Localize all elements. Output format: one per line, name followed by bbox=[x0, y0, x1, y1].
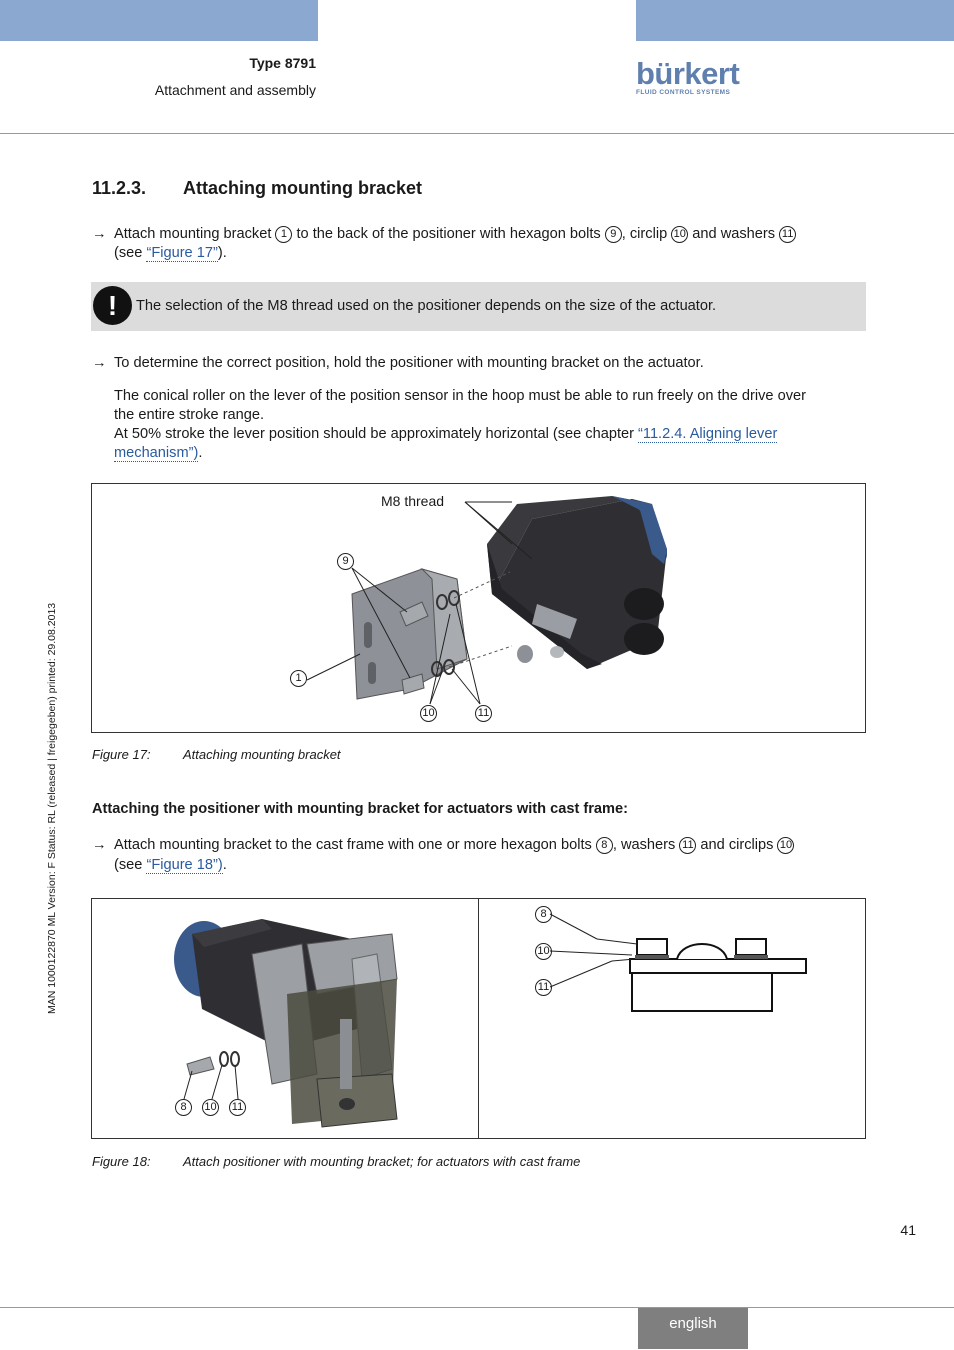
fig17-callout-9: 9 bbox=[337, 553, 354, 570]
step1-text-b: to the back of the positioner with hexagon bolts bbox=[292, 226, 605, 242]
header-rule bbox=[0, 133, 954, 134]
fig18-right-callout-10: 10 bbox=[535, 943, 552, 960]
arrow-icon: → bbox=[92, 355, 107, 371]
logo-wordmark: bürkert bbox=[636, 56, 740, 91]
link-chapter-11-2-4[interactable]: “11.2.4. Aligning lever bbox=[638, 426, 778, 442]
step1-see-post: ). bbox=[217, 245, 227, 261]
step1-text-d: and washers bbox=[688, 226, 780, 242]
fig17-callout-11: 11 bbox=[475, 705, 492, 722]
step1-text-c: , circlip bbox=[621, 226, 672, 242]
fig18-left-callout-10: 10 bbox=[202, 1099, 219, 1116]
note-text: The selection of the M8 thread used on the positioner depends on the size of the actuator. bbox=[136, 298, 717, 314]
callout-10: 10 bbox=[671, 226, 688, 243]
figure-18-divider bbox=[478, 899, 479, 1138]
fig18-right-callout-8: 8 bbox=[535, 906, 552, 923]
step1-text-a: Attach mounting bracket bbox=[114, 226, 276, 242]
document-subtitle: Attachment and assembly bbox=[154, 82, 316, 98]
hexagon-bolt-right bbox=[736, 939, 766, 955]
label-m8-thread: M8 thread bbox=[381, 493, 445, 509]
step1-line1 bbox=[92, 225, 796, 244]
figure-17-drawing bbox=[92, 484, 865, 732]
figure-18-caption-number: Figure 18: bbox=[92, 1154, 151, 1169]
page-number: 41 bbox=[900, 1222, 916, 1238]
step2-line bbox=[92, 354, 704, 373]
step3-see-post: . bbox=[222, 857, 227, 873]
fig17-callout-10: 10 bbox=[420, 705, 437, 722]
step1-see-pre: (see bbox=[114, 245, 147, 261]
step2-para-line2: the entire stroke range. bbox=[114, 407, 265, 423]
callout-9: 9 bbox=[605, 226, 622, 243]
fig18-left-callout-8: 8 bbox=[175, 1099, 192, 1116]
bracket-plate bbox=[630, 959, 806, 973]
figure-18-frame bbox=[91, 898, 866, 1139]
arrow-icon: → bbox=[92, 226, 107, 242]
cable-gland-2 bbox=[624, 623, 664, 655]
document-side-info: MAN 1000122870 ML Version: F Status: RL (released | freigegeben) printed: 29.08.2013 bbox=[46, 602, 58, 1014]
link-chapter-11-2-4-cont[interactable]: mechanism”) bbox=[114, 445, 199, 461]
brand-logo bbox=[636, 58, 739, 97]
link-figure-17[interactable]: “Figure 17” bbox=[146, 245, 218, 261]
figure-17-caption-number: Figure 17: bbox=[92, 747, 151, 762]
cable-gland-1 bbox=[624, 588, 664, 620]
step2-para-line1: The conical roller on the lever of the position sensor in the hoop must be able to run freely on the drive over bbox=[114, 388, 806, 404]
step3-line2 bbox=[114, 856, 227, 875]
step3-see-pre: (see bbox=[114, 857, 147, 873]
section-heading bbox=[92, 178, 422, 199]
step2-para-line3 bbox=[114, 425, 777, 444]
document-type: Type 8791 bbox=[249, 55, 316, 71]
header-band-right bbox=[636, 0, 954, 41]
cast-frame-subheading: Attaching the positioner with mounting bracket for actuators with cast frame: bbox=[92, 801, 628, 817]
step3-text-a: Attach mounting bracket to the cast frame with one or more hexagon bolts bbox=[114, 837, 596, 853]
logo-tagline: FLUID CONTROL SYSTEMS bbox=[636, 89, 731, 96]
step2-para-line4 bbox=[114, 444, 202, 463]
step2-line3-text: At 50% stroke the lever position should be approximately horizontal (see chapter bbox=[114, 426, 639, 442]
footer-rule bbox=[0, 1307, 954, 1308]
callout-11: 11 bbox=[779, 226, 796, 243]
callout-11: 11 bbox=[679, 837, 696, 854]
warning-icon: ! bbox=[93, 286, 132, 325]
section-title: Attaching mounting bracket bbox=[183, 178, 423, 198]
callout-1: 1 bbox=[275, 226, 292, 243]
arrow-icon: → bbox=[92, 837, 107, 853]
fig17-callout-1: 1 bbox=[290, 670, 307, 687]
callout-8: 8 bbox=[596, 837, 613, 854]
callout-10: 10 bbox=[777, 837, 794, 854]
step3-text-c: and circlips bbox=[696, 837, 778, 853]
figure-17-frame bbox=[91, 483, 866, 733]
fig18-left-callout-11: 11 bbox=[229, 1099, 246, 1116]
step1-line2 bbox=[114, 244, 227, 263]
section-number: 11.2.3. bbox=[92, 178, 147, 198]
step3-line1 bbox=[92, 836, 794, 855]
hexagon-bolt-left bbox=[637, 939, 667, 955]
figure-18-caption-text: Attach positioner with mounting bracket; for actuators with cast frame bbox=[183, 1154, 581, 1169]
header-band-left bbox=[0, 0, 318, 41]
cast-frame-section bbox=[632, 969, 772, 1011]
step2-text: To determine the correct position, hold the positioner with mounting bracket on the actuator. bbox=[114, 355, 704, 371]
fig18-right-callout-11: 11 bbox=[535, 979, 552, 996]
link-figure-18[interactable]: “Figure 18”) bbox=[146, 857, 223, 873]
step2-line4-post: . bbox=[198, 445, 203, 461]
language-tab: english bbox=[638, 1308, 748, 1349]
step3-text-b: , washers bbox=[612, 837, 680, 853]
figure-17-caption-text: Attaching mounting bracket bbox=[183, 747, 341, 762]
